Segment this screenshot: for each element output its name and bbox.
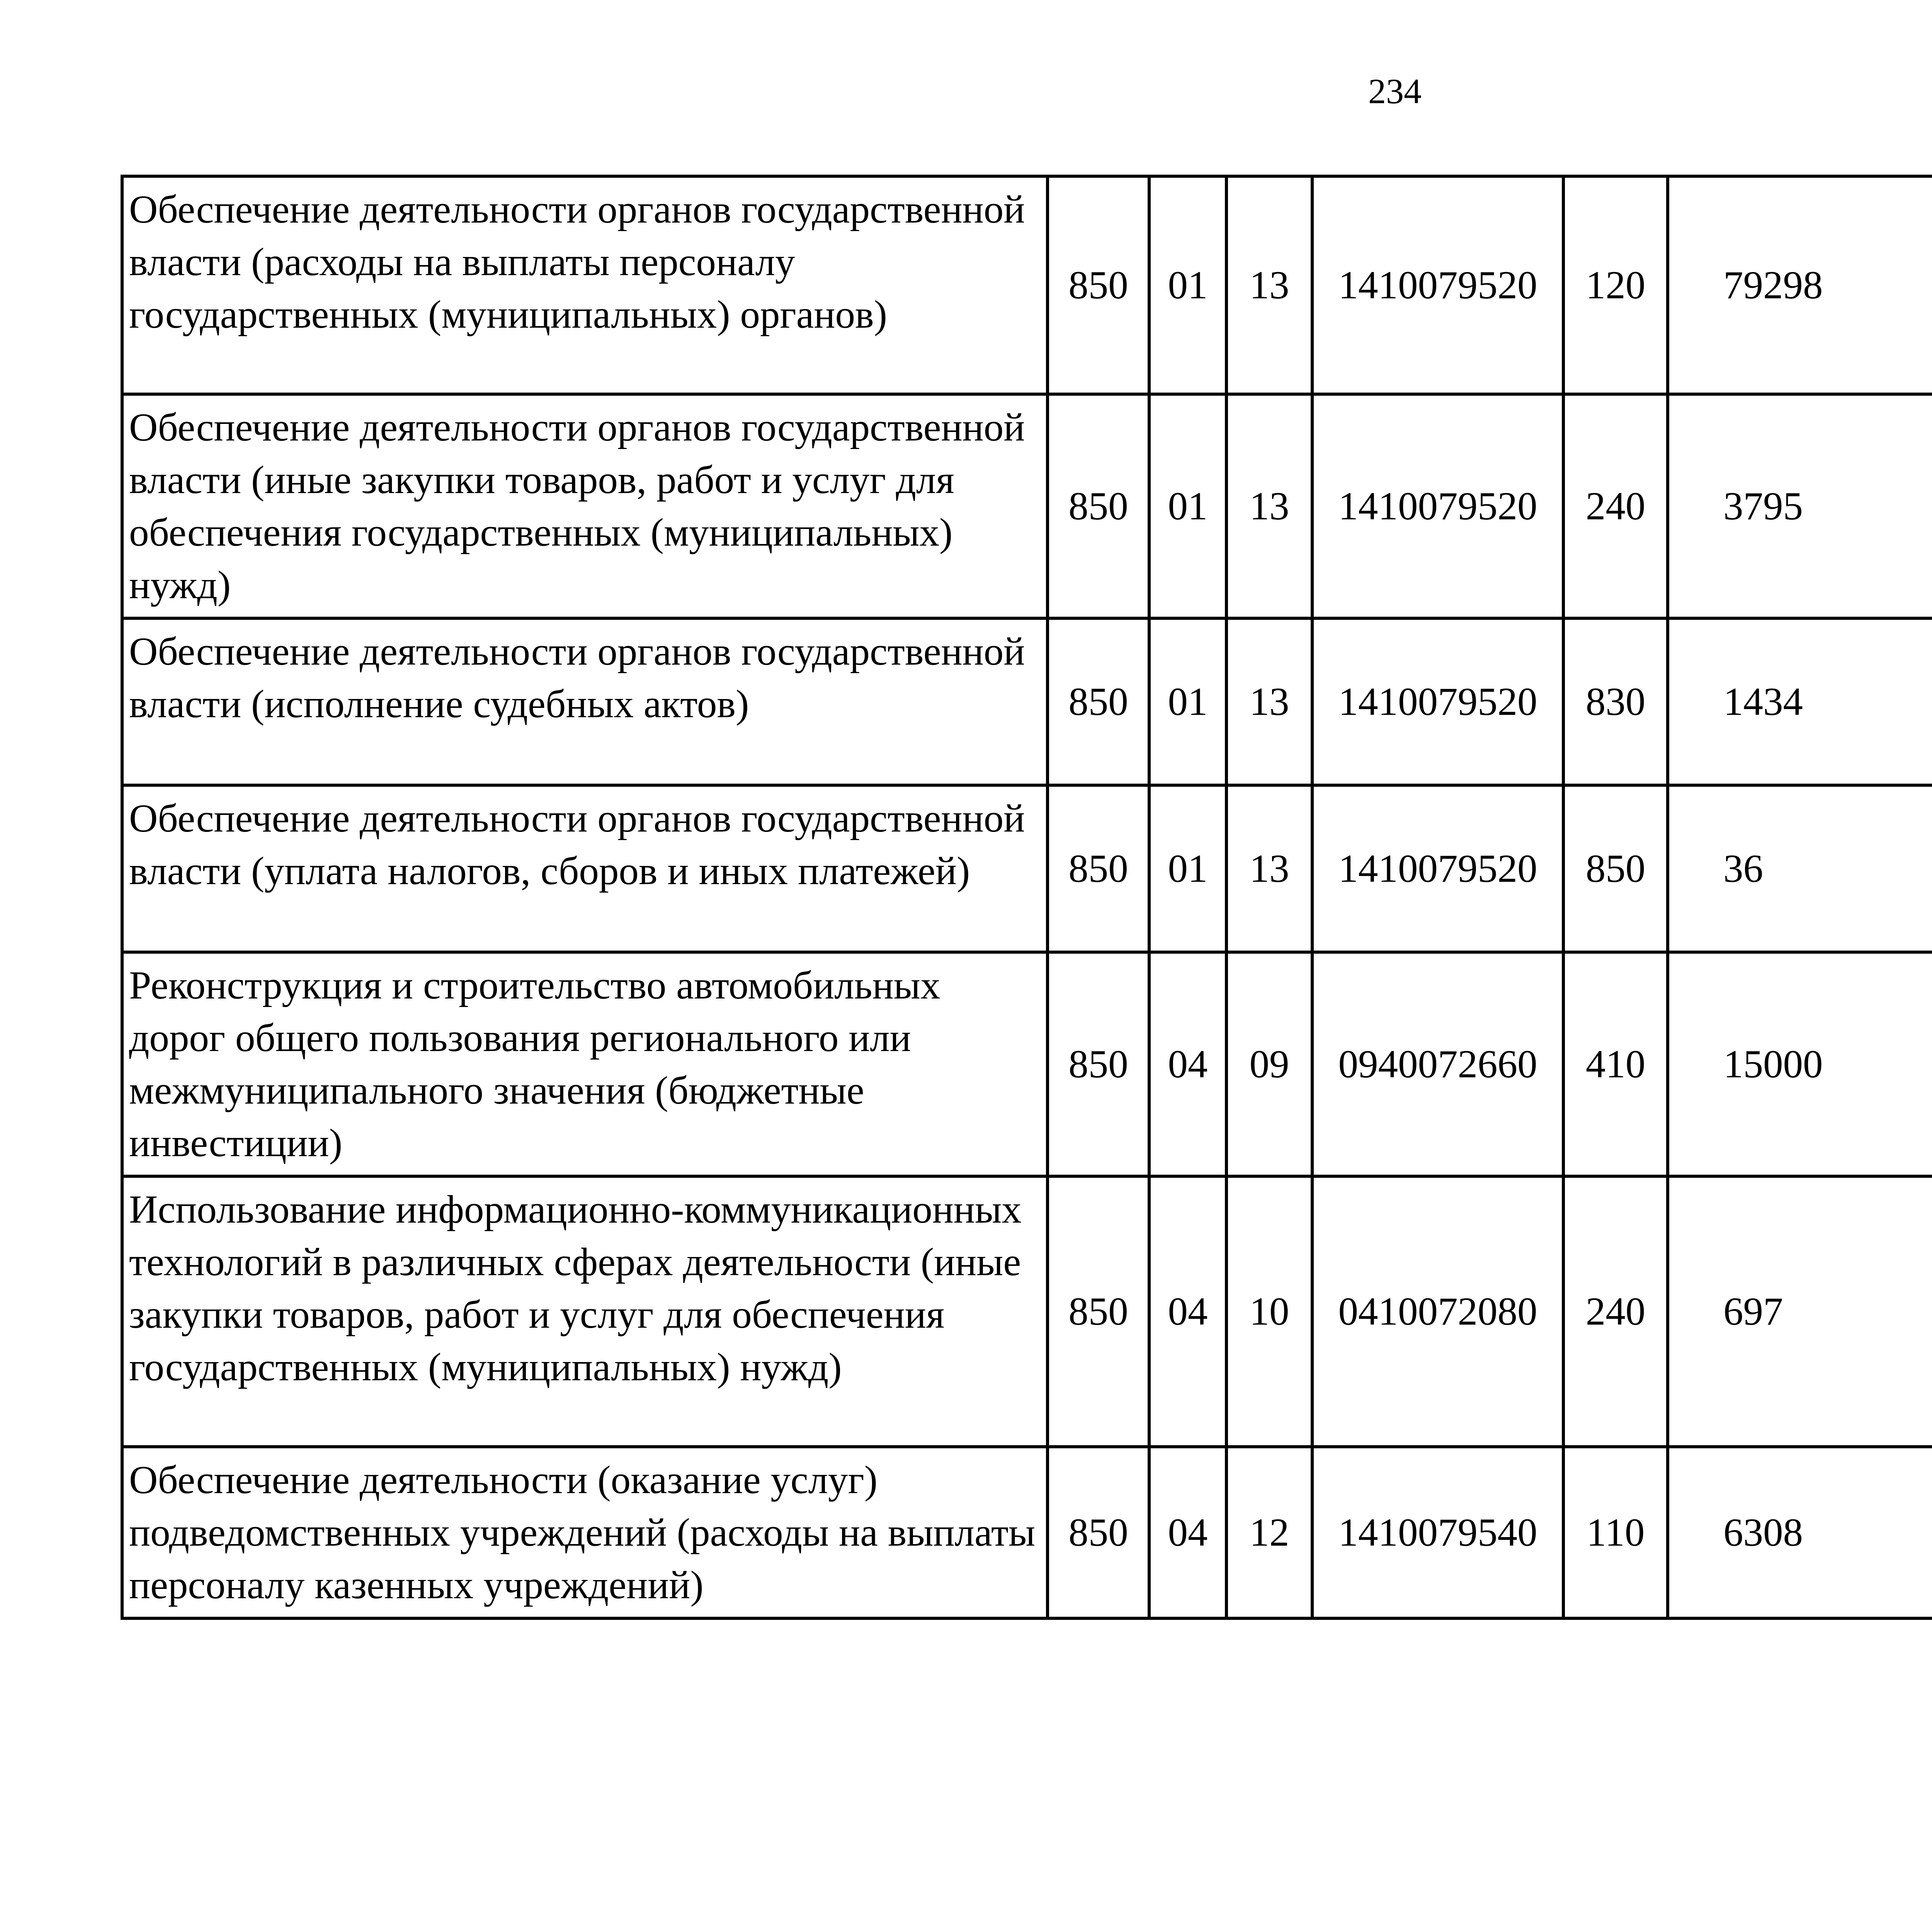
subsection-code: 09 bbox=[1226, 952, 1312, 1176]
expense-description: Обеспечение деятельности органов государственной власти (расходы на выплаты персоналу государственных (муниципальных) органов) bbox=[122, 176, 1048, 394]
target-article-code: 1410079520 bbox=[1312, 394, 1563, 618]
expense-type-code: 240 bbox=[1563, 394, 1668, 618]
amount-year-1: 1434 bbox=[1668, 618, 1932, 785]
expense-type-code: 850 bbox=[1563, 785, 1668, 952]
ministry-code: 850 bbox=[1048, 394, 1149, 618]
expense-description: Использование информационно-коммуникационных технологий в различных сферах деятельности (иные закупки товаров, работ и услуг для обеспечения государственных (муниципальных) нужд) bbox=[122, 1176, 1048, 1447]
amount-year-1: 79298 bbox=[1668, 176, 1932, 394]
ministry-code: 850 bbox=[1048, 176, 1149, 394]
section-code: 01 bbox=[1149, 785, 1226, 952]
budget-table bbox=[121, 175, 1932, 1620]
expense-description: Обеспечение деятельности органов государственной власти (иные закупки товаров, работ и услуг для обеспечения государственных (муниципальных) нужд) bbox=[122, 394, 1048, 618]
section-code: 01 bbox=[1149, 618, 1226, 785]
table-row bbox=[122, 176, 1932, 394]
amount-year-1: 3795 bbox=[1668, 394, 1932, 618]
subsection-code: 13 bbox=[1226, 394, 1312, 618]
target-article-code: 1410079520 bbox=[1312, 618, 1563, 785]
subsection-code: 13 bbox=[1226, 176, 1312, 394]
ministry-code: 850 bbox=[1048, 1447, 1149, 1618]
subsection-code: 12 bbox=[1226, 1447, 1312, 1618]
subsection-code: 13 bbox=[1226, 618, 1312, 785]
section-code: 01 bbox=[1149, 176, 1226, 394]
page-number: 234 bbox=[1368, 71, 1422, 111]
ministry-code: 850 bbox=[1048, 1176, 1149, 1447]
expense-type-code: 410 bbox=[1563, 952, 1668, 1176]
expense-type-code: 110 bbox=[1563, 1447, 1668, 1618]
amount-year-1: 6308 bbox=[1668, 1447, 1932, 1618]
table-row bbox=[122, 618, 1932, 785]
expense-description: Обеспечение деятельности (оказание услуг) подведомственных учреждений (расходы на выплаты персоналу казенных учреждений) bbox=[122, 1447, 1048, 1618]
table-row bbox=[122, 1176, 1932, 1447]
expense-type-code: 830 bbox=[1563, 618, 1668, 785]
target-article-code: 1410079520 bbox=[1312, 176, 1563, 394]
expense-type-code: 120 bbox=[1563, 176, 1668, 394]
table-row bbox=[122, 952, 1932, 1176]
section-code: 04 bbox=[1149, 952, 1226, 1176]
expense-description: Обеспечение деятельности органов государственной власти (уплата налогов, сборов и иных платежей) bbox=[122, 785, 1048, 952]
section-code: 04 bbox=[1149, 1176, 1226, 1447]
amount-year-1: 36 bbox=[1668, 785, 1932, 952]
amount-year-1: 697 bbox=[1668, 1176, 1932, 1447]
table-row bbox=[122, 394, 1932, 618]
target-article-code: 1410079520 bbox=[1312, 785, 1563, 952]
amount-year-1: 15000 bbox=[1668, 952, 1932, 1176]
target-article-code: 1410079540 bbox=[1312, 1447, 1563, 1618]
target-article-code: 0940072660 bbox=[1312, 952, 1563, 1176]
ministry-code: 850 bbox=[1048, 618, 1149, 785]
section-code: 04 bbox=[1149, 1447, 1226, 1618]
expense-description: Реконструкция и строительство автомобильных дорог общего пользования регионального или межмуниципального значения (бюджетные инвестиции) bbox=[122, 952, 1048, 1176]
ministry-code: 850 bbox=[1048, 785, 1149, 952]
table-row bbox=[122, 1447, 1932, 1618]
expense-description: Обеспечение деятельности органов государственной власти (исполнение судебных актов) bbox=[122, 618, 1048, 785]
ministry-code: 850 bbox=[1048, 952, 1149, 1176]
subsection-code: 10 bbox=[1226, 1176, 1312, 1447]
table-row bbox=[122, 785, 1932, 952]
expense-type-code: 240 bbox=[1563, 1176, 1668, 1447]
subsection-code: 13 bbox=[1226, 785, 1312, 952]
target-article-code: 0410072080 bbox=[1312, 1176, 1563, 1447]
section-code: 01 bbox=[1149, 394, 1226, 618]
